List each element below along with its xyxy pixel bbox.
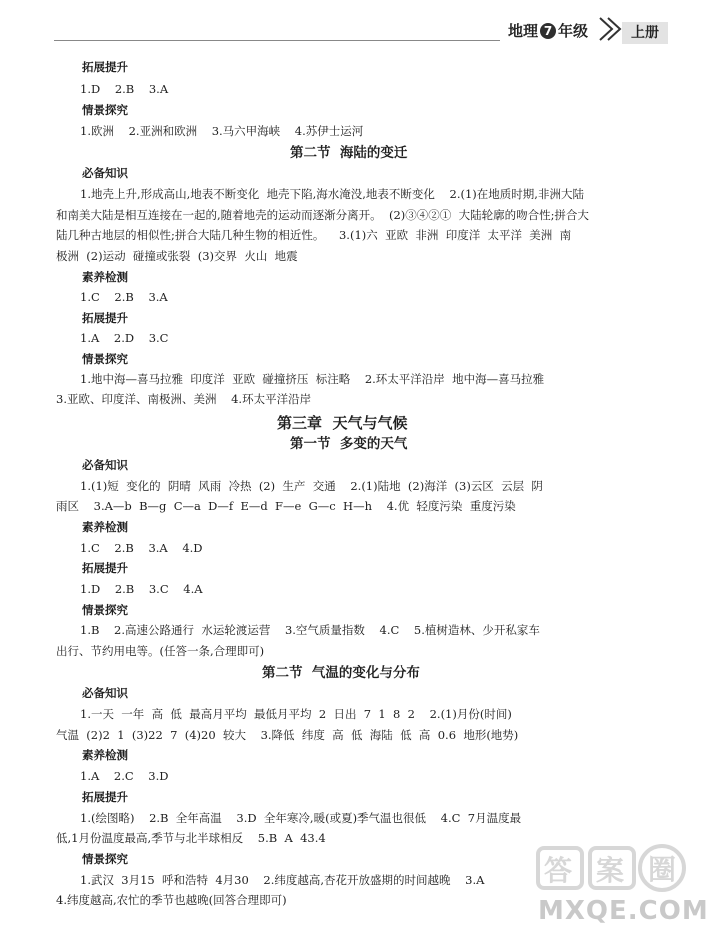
answer-line: 1.(绘图略) 2.B 全年高温 3.D 全年寒冷,暖(或夏)季气温也很低 4.C 7月温度最 bbox=[80, 810, 522, 825]
answer-line: 出行、节约用电等。(任答一条,合理即可) bbox=[56, 644, 265, 659]
subsection-heading: 素养检测 bbox=[82, 519, 128, 534]
volume-tab: 上册 bbox=[622, 22, 668, 44]
answer-line: 1.C 2.B 3.A bbox=[80, 290, 168, 305]
subsection-heading: 必备知识 bbox=[82, 686, 128, 701]
answer-line: 和南美大陆是相互连接在一起的,随着地壳的运动而逐渐分离开。 (2)③④②① 大陆轮廓的吻合性;拼合大 bbox=[56, 207, 589, 222]
answer-line: 1.一天 一年 高 低 最高月平均 最低月平均 2 日出 7 1 8 2 2.(1)月份(时间) bbox=[80, 707, 512, 722]
answer-line: 1.地中海—喜马拉雅 印度洋 亚欧 碰撞挤压 标注略 2.环太平洋沿岸 地中海—喜马拉雅 bbox=[80, 372, 545, 387]
subsection-heading: 情景探究 bbox=[82, 351, 128, 366]
subject-label: 地理 bbox=[508, 22, 539, 40]
subsection-heading: 素养检测 bbox=[82, 269, 128, 284]
subsection-heading: 拓展提升 bbox=[82, 561, 128, 576]
answer-line: 1.武汉 3月15 呼和浩特 4月30 2.纬度越高,杏花开放盛期的时间越晚 3.A bbox=[80, 872, 485, 887]
answer-line: 雨区 3.A—b B—g C—a D—f E—d F—e G—c H—h 4.优 轻度污染 重度污染 bbox=[56, 499, 516, 514]
subsection-heading: 素养检测 bbox=[82, 748, 128, 763]
section-title: 第一节 多变的天气 bbox=[290, 436, 408, 453]
subsection-heading: 必备知识 bbox=[82, 457, 128, 472]
answer-line: 低,1月份温度最高,季节与北半球相反 5.B A 43.4 bbox=[56, 831, 326, 846]
section-title: 第二节 气温的变化与分布 bbox=[262, 664, 420, 681]
header-subject-grade bbox=[508, 20, 588, 41]
answer-line: 1.D 2.B 3.C 4.A bbox=[80, 582, 203, 597]
answer-line: 气温 (2)2 1 (3)22 7 (4)20 较大 3.降低 纬度 高 低 海陆 低 高 0.6 地形(地势) bbox=[56, 727, 519, 742]
subsection-heading: 情景探究 bbox=[82, 602, 128, 617]
answer-line: 1.B 2.高速公路通行 水运轮渡运营 3.空气质量指数 4.C 5.植树造林、少开私家车 bbox=[80, 623, 540, 638]
answer-line: 1.A 2.C 3.D bbox=[80, 769, 169, 784]
answer-line: 4.纬度越高,农忙的季节也越晚(回答合理即可) bbox=[56, 893, 287, 908]
grade-number-badge: 7 bbox=[540, 23, 556, 39]
answer-line: 1.欧洲 2.亚洲和欧洲 3.马六甲海峡 4.苏伊士运河 bbox=[80, 124, 364, 138]
answer-line: 极洲 (2)运动 碰撞或张裂 (3)交界 火山 地震 bbox=[56, 249, 298, 264]
subsection-heading: 情景探究 bbox=[82, 851, 128, 866]
subsection-heading: 情景探究 bbox=[82, 103, 128, 118]
subsection-heading: 拓展提升 bbox=[82, 59, 128, 74]
svg-text:答: 答 bbox=[544, 854, 573, 887]
header-rule bbox=[54, 40, 500, 41]
answer-line: 1.C 2.B 3.A 4.D bbox=[80, 540, 203, 555]
answer-line: 1.D 2.B 3.A bbox=[80, 81, 169, 96]
grade-suffix: 年级 bbox=[558, 22, 589, 40]
subsection-heading: 拓展提升 bbox=[82, 789, 128, 804]
subsection-heading: 必备知识 bbox=[82, 166, 128, 181]
watermark-text: MXQE.COM bbox=[538, 896, 709, 926]
subsection-heading: 拓展提升 bbox=[82, 311, 128, 326]
svg-text:圈: 圈 bbox=[648, 853, 677, 886]
answer-line: 陆几种古地层的相似性;拼合大陆几种生物的相近性。 3.(1)六 亚欧 非洲 印度洋 太平洋 美洲 南 bbox=[56, 228, 572, 243]
answer-line: 3.亚欧、印度洋、南极洲、美洲 4.环太平洋沿岸 bbox=[56, 391, 312, 406]
section-title: 第二节 海陆的变迁 bbox=[290, 144, 408, 161]
answer-line: 1.(1)短 变化的 阴晴 风雨 冷热 (2) 生产 交通 2.(1)陆地 (2)海洋 (3)云区 云层 阴 bbox=[80, 478, 543, 493]
svg-text:案: 案 bbox=[596, 854, 625, 887]
chapter-title: 第三章 天气与气候 bbox=[277, 413, 408, 432]
answer-line: 1.地壳上升,形成高山,地表不断变化 地壳下陷,海水淹没,地表不断变化 2.(1)在地质时期,非洲大陆 bbox=[80, 187, 584, 202]
answer-line: 1.A 2.D 3.C bbox=[80, 330, 169, 345]
page-header bbox=[0, 14, 710, 48]
